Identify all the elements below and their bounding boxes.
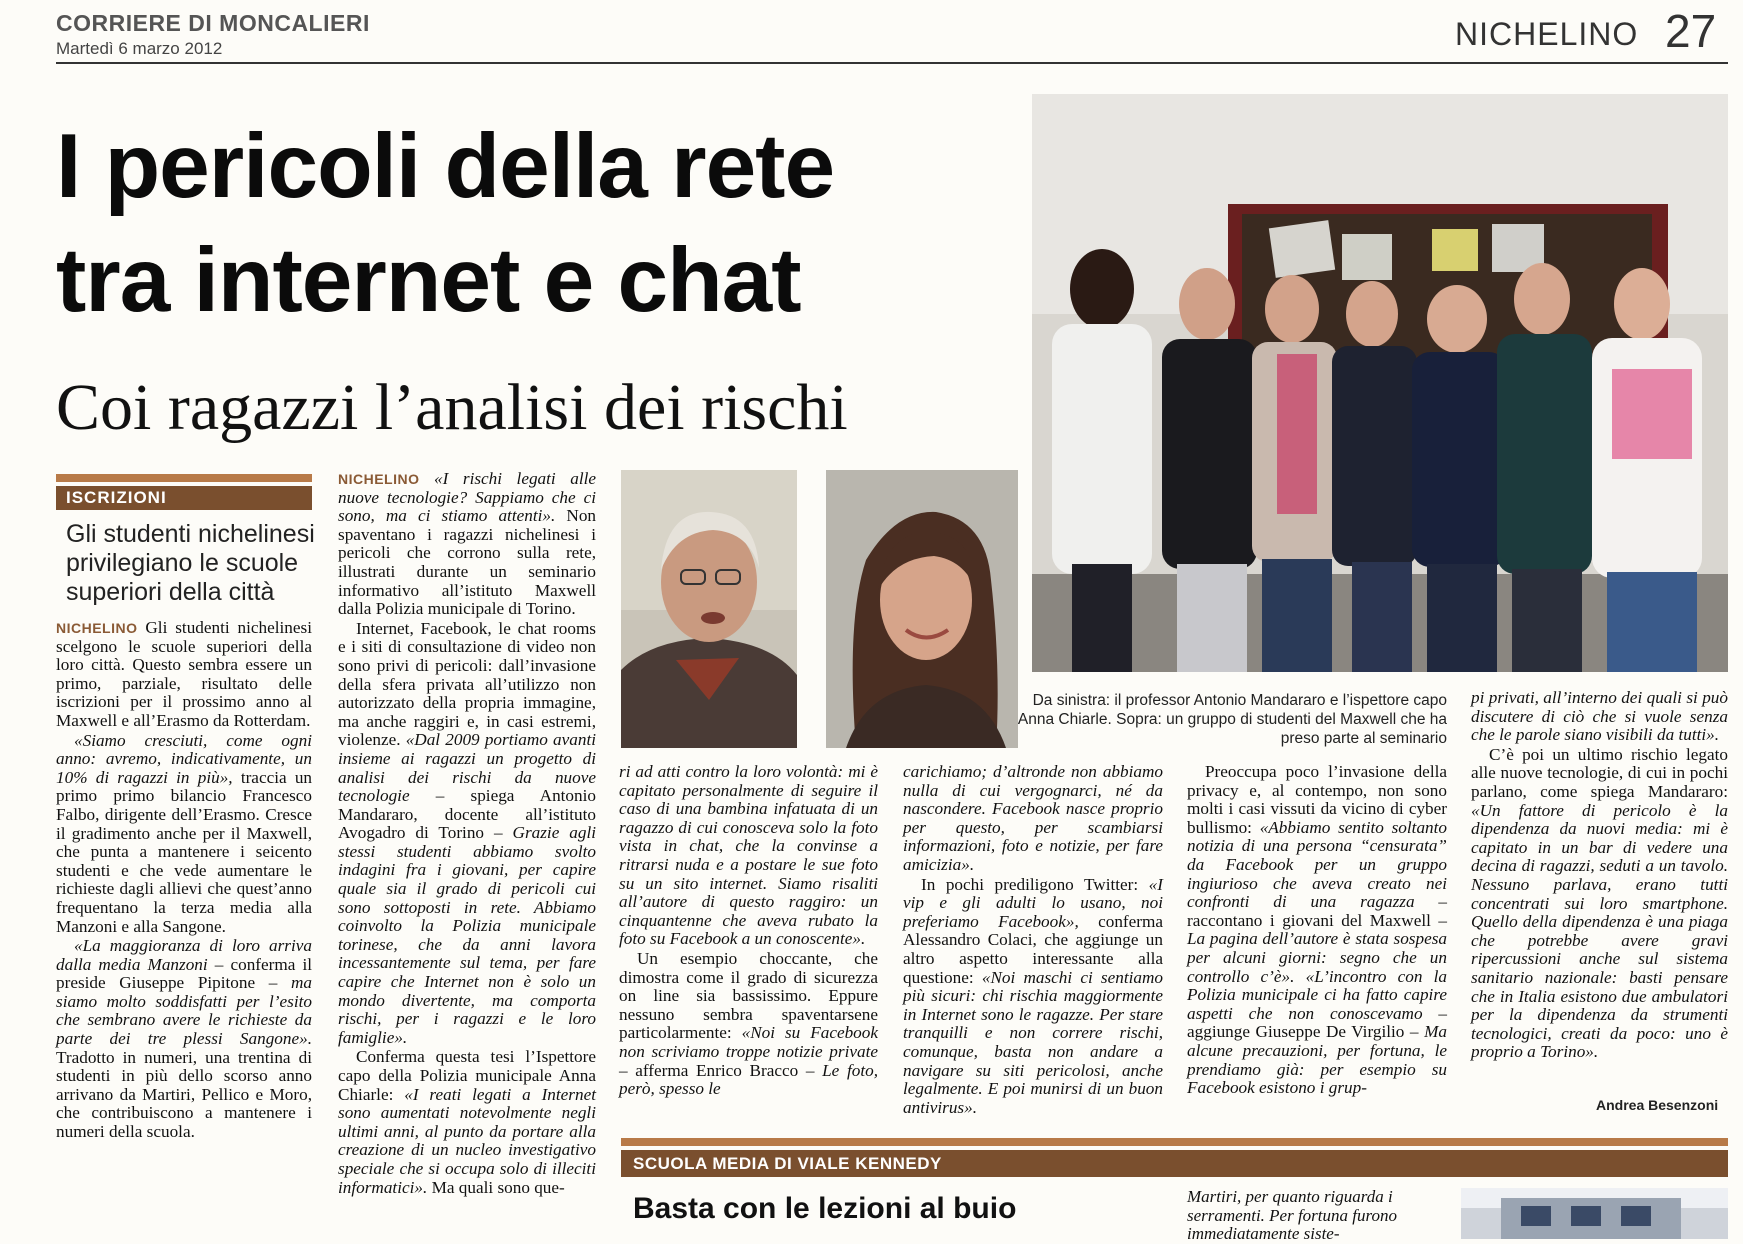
sidebar-paragraph [56,732,312,937]
sidebar-paragraph [56,937,312,1142]
sidebar-tag: ISCRIZIONI [56,486,312,510]
article-quote: «Un fattore di pericolo è la dipendenza da nuovi media: mi è capitato in un bar di vedere una decina di ragazzi, seduti a un tavolo. Nessuno parlava, erano tutti concentrati sui loro smartphone. Quello della dipendenza è una piaga che potrebbe avere gravi ripercussioni anche sul sistema sanitario nazionale: basti pensare che in Italia esistono due ambulatori per la dipendenza da strumenti tecnologici, creati da poco: uno è proprio a Torino». [1471,800,1728,1062]
article-quote: Ma alcune precauzioni, per fortuna, le prendiamo già: per esempio su Facebook esistono i grup- [1187,1022,1448,1098]
bottom-article-text [1187,1188,1447,1244]
article-quote: pi privati, all’interno dei quali si può discutere di ciò che si vuole senza che le parole siano visibili da tutti». [1471,688,1728,745]
article-column-1 [338,470,596,1198]
article-paragraph [903,876,1163,1118]
sidebar-text: traccia un primo primo bilancio Francesco Falbo, dirigente dell’Erasmo. Cresce il gradimento anche per il Maxwell, che punta a mantenere i seicento studenti e che vede aumentare le richieste dagli allievi che quest’anno frequentano la terza media alla Manzoni e alla Sangone. [56,767,313,936]
article-quote: «L’incontro con la Polizia municipale ci ha fatto capire aspetti che non conoscevamo [1187,966,1448,1023]
article-quote: «Dal 2009 portiamo avanti insieme ai ragazzi un progetto di analisi dei rischi da nuove tecnologie [338,730,596,806]
article-column-2 [619,763,878,1100]
sidebar-kicker: NICHELINO [56,620,138,636]
sidebar-quote: ma siamo molto soddisfatti per l’esito che sembrano avere le richieste da parte dei tre plessi Sangone». [56,973,313,1049]
article-column-5 [1471,689,1728,1063]
sidebar-accent-bar [56,474,312,482]
article-quote: «I rischi legati alle nuove tecnologie? Sappiamo che ci sono, ma ci stiamo attenti». [338,469,596,526]
photo-antonio-mandararo [621,470,797,748]
byline: Andrea Besenzoni [1596,1097,1719,1113]
masthead: CORRIERE DI MONCALIERI [56,10,370,36]
photo-student-group [1032,94,1728,672]
header-rule [56,62,1728,64]
article-text: – spiega Antonio Mandararo, docente all’istituto Avogadro di Torino – [338,786,596,843]
article-text: In pochi prediligono Twitter: [921,874,1139,894]
sidebar-quote: «Siamo cresciuti, come ogni anno: avremo, indicativamente, un 10% di ragazzi in più», [56,730,312,787]
article-paragraph [1187,763,1447,1098]
article-text: Preoccupa poco l’invasione della privacy e, al contempo, non sono molti i casi vissuti da vicino di cyber bullismo: [1187,762,1447,837]
article-text: Conferma questa tesi l’Ispettore capo della Polizia municipale Anna Chiarle: [338,1047,596,1104]
article-quote: Grazie agli stessi studenti abbiamo svolto indagini fra i giovani, per capire quale sia il grado di pericoli cui sono sottoposti in rete. Abbiamo coinvolto la Polizia municipale torinese, che da anni lavora incessantemente sul tema, per fare capire che Internet non è solo un mondo divertente, ma comporta rischi, per i ragazzi e le loro famiglie». [338,823,597,1047]
article-quote: ri ad atti contro la loro volontà: mi è capitato personalmente di seguire il caso di una bambina infatuata di un ragazzo di cui conosceva solo la foto vista in chat, che la convinse a ritrarsi nuda e a postare le sue foto su un sito internet. Siamo risaliti all’autore di questo raggiro: un cinquantenne che aveva rubato la foto su Facebook a un conoscente». [619,762,878,949]
bottom-headline: Basta con le lezioni al buio [633,1192,1017,1225]
article-text: Ma quali sono que- [431,1177,565,1197]
section-name: NICHELINO [1455,16,1639,52]
article-quote: Le foto, però, spesso le [619,1060,878,1099]
bottom-quote: Martiri, per quanto riguarda i serramenti. Per fortuna furono immediatamente siste- [1187,1187,1397,1244]
article-quote: «Noi su Facebook non scriviamo troppe notizie private [619,1023,878,1061]
sidebar-title: Gli studenti nichelinesi privilegiano le scuole superiori della città [66,520,315,606]
article-paragraph [619,950,878,1099]
sidebar-text: Tradotto in numeri, una trentina di studenti in più dello scorso anno arrivano da Martiri, Pellico e Moro, che contribuiscono a mantenere i numeri della scuola. [56,1047,312,1142]
article-quote: carichiamo; d’altronde non abbiamo nulla di cui vergognarci, né da nascondere. Facebook nasce proprio per questo, per scambiarsi informazioni, foto e notizie, per fare amicizia». [903,762,1163,874]
dateline: Martedì 6 marzo 2012 [56,39,223,58]
article-text: conferma Alessandro Colaci, che aggiunge un altro aspetto interessante alla questione: [903,911,1163,987]
headline-line-1: I pericoli della rete [56,116,835,217]
bottom-tag: SCUOLA MEDIA DI VIALE KENNEDY [621,1150,1728,1177]
bottom-accent-bar [621,1138,1728,1146]
subheadline: Coi ragazzi l’analisi dei rischi [56,371,848,444]
page-number: 27 [1665,5,1717,57]
article-text: Non spaventano i ragazzi nichelinesi i pericoli che corrono sulla rete, illustrati durante un seminario informativo all’istituto Maxwell dalla Polizia municipale di Torino. [338,506,597,619]
article-column-3 [903,763,1163,1118]
article-paragraph [1471,689,1728,745]
headline [56,110,1046,338]
article-quote: «I reati legati a Internet sono aumentati notevolmente negli ultimi anni, al punto da portare alla creazione di un nucleo investigativo speciale che si occupa solo di illeciti informatici». [338,1084,596,1197]
article-paragraph [338,470,596,619]
article-text: – raccontano i giovani del Maxwell – [1187,892,1447,930]
article-paragraph [338,620,596,1048]
article-quote: «Noi maschi ci sentiamo più sicuri: chi rischia maggiormente in Internet sono le ragazze. Per stare tranquilli e non correre rischi, comunque, basta non andare a navigare su siti pericolosi, anche legalmente. E poi munirsi di un buon antivirus». [903,967,1163,1117]
photo-caption: Da sinistra: il professor Antonio Mandararo e l’ispettore capo Anna Chiarle. Sopra: un gruppo di studenti del Maxwell che ha preso parte al seminario [1017,692,1447,747]
article-text: Un esempio choccante, che dimostra come il grado di sicurezza on line sia bassissimo. Eppure nessuno sembra spaventarsene particolarmente: [619,948,878,1043]
article-kicker: NICHELINO [338,471,420,487]
article-text: Internet, Facebook, le chat rooms e i siti di consultazione di video non sono privi di pericoli: dall’invasione della sfera privata all’utilizzo non autorizzato della propria immagine, ma anche raggiri e, in casi estremi, violenze. [338,618,596,750]
article-quote: «I vip e gli adulti lo usano, noi preferiamo Facebook», [903,874,1163,931]
sidebar-paragraph [56,619,312,731]
headline-line-2: tra internet e chat [56,230,801,331]
photo-anna-chiarle [826,470,1018,748]
article-text: C’è poi un ultimo rischio legato alle nuove tecnologie, di cui in pochi parlano, come spiega Mandararo: [1471,744,1728,801]
article-text: – aggiunge Giuseppe De Virgilio – [1187,1003,1447,1042]
article-text: – afferma Enrico Bracco – [619,1060,815,1080]
article-paragraph [338,1048,596,1197]
article-quote: La pagina dell’autore è stata sospesa per alcuni giorni: segno che un controllo c’è». [1187,929,1447,986]
article-column-4 [1187,763,1447,1099]
sidebar-text: – conferma il preside Giuseppe Pipitone – [56,954,312,993]
sidebar-text: Gli studenti nichelinesi scelgono le scuole superiori della loro città. Questo sembra essere un primo, parziale, risultato delle iscrizioni per il prossimo anno al Maxwell e all’Erasmo da Rotterdam. [56,618,312,730]
article-paragraph [619,763,878,949]
sidebar-body [56,619,312,1143]
article-paragraph [1471,746,1728,1062]
sidebar-quote: «La maggioranza di loro arriva dalla media Manzoni [56,936,312,974]
article-quote: «Abbiamo sentito soltanto notizia di una persona “censurata” da Facebook per un gruppo ingiurioso che aveva creato nei confronti di una ragazza [1187,817,1448,912]
photo-school-building [1461,1188,1728,1239]
article-paragraph [903,763,1163,875]
